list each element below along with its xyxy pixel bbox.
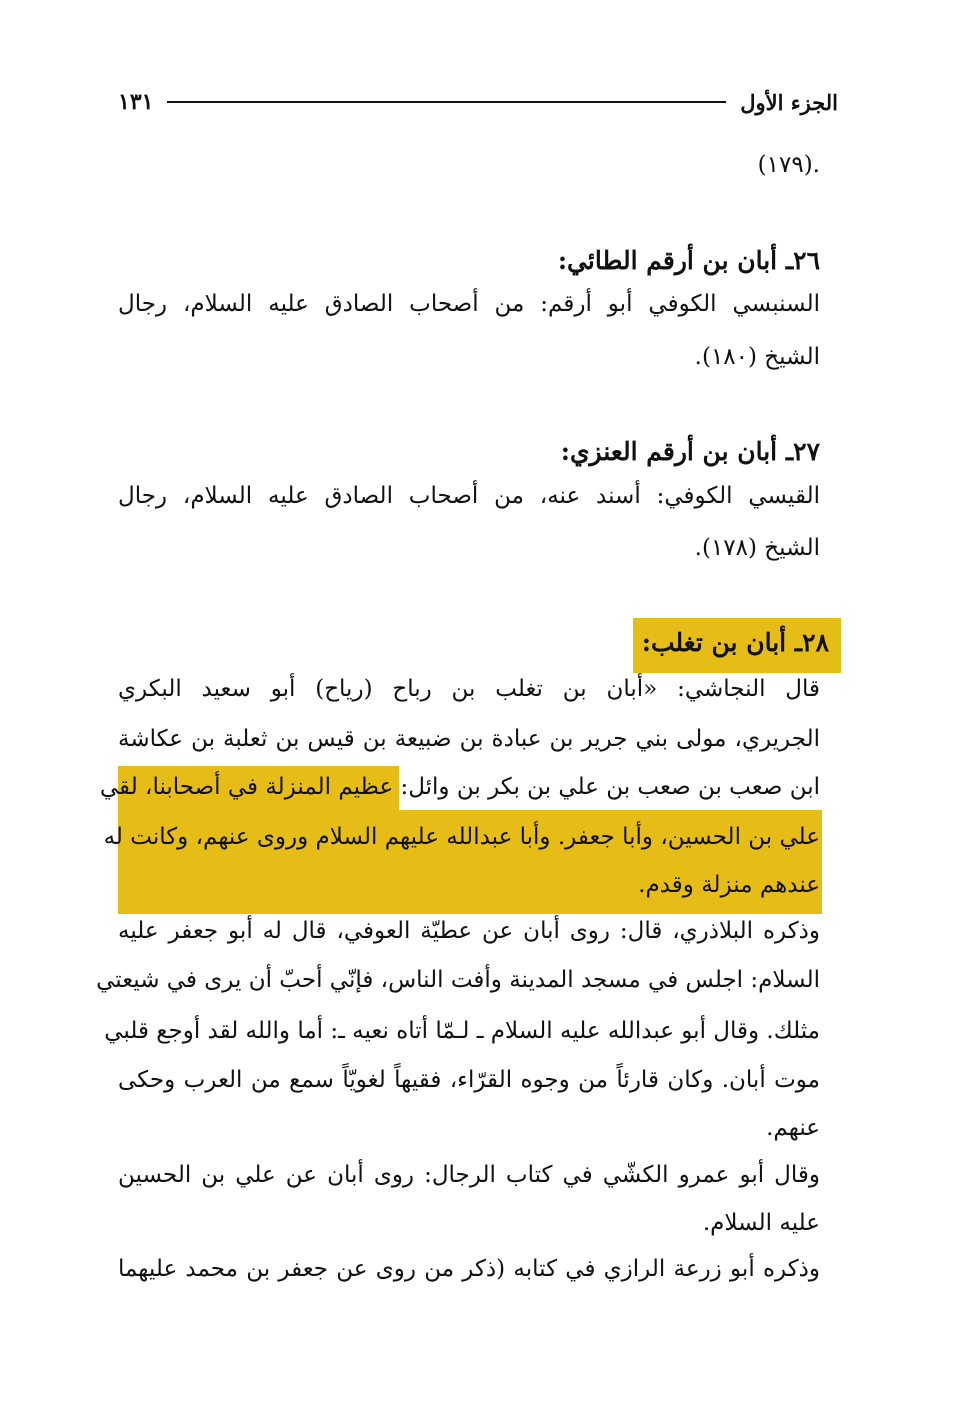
entry-26-heading: ٢٦ـ أبان بن أرقم الطائي: [557,246,820,275]
entry-28-line-6: وذكره البلاذري، قال: روى أبان عن عطيّة العوفي، قال له أبو جعفر عليه [118,918,820,944]
page-number: ١٣١ [118,89,154,115]
entry-28-line-4: علي بن الحسين، وأبا جعفر. وأبا عبدالله عليهم السلام وروى عنهم، وكانت له [103,824,820,850]
entry-28-line-1: قال النجاشي: «أبان بن تغلب بن رباح (رياح) أبو سعيد البكري [118,676,820,702]
entry-28-line-5: عندهم منزلة وقدم. [638,872,820,898]
entry-26-line-1: السنبسي الكوفي أبو أرقم: من أصحاب الصادق عليه السلام، رجال [118,291,820,317]
footnote-reference-line: .(١٧٩) [757,152,820,178]
entry-28-line-10: عنهم. [766,1115,820,1141]
entry-27-line-1: القيسي الكوفي: أسند عنه، من أصحاب الصادق عليه السلام، رجال [118,483,820,509]
entry-27-line-2: الشيخ (١٧٨). [694,535,820,561]
entry-28-line-13: وذكره أبو زرعة الرازي في كتابه (ذكر من روى عن جعفر بن محمد عليهما [118,1256,820,1282]
page-header [118,82,838,122]
entry-28-line-9: موت أبان. وكان قارئاً من وجوه القرّاء، فقيهاً لغويّاً سمع من العرب وحكى [118,1067,820,1093]
entry-28-heading: ٢٨ـ أبان بن تغلب: [641,628,829,657]
entry-26-line-2: الشيخ (١٨٠). [694,344,820,370]
entry-28-line-11: وقال أبو عمرو الكشّي في كتاب الرجال: روى أبان عن علي بن الحسين [118,1162,820,1188]
entry-28-line-2: الجريري، مولى بني جرير بن عبادة بن ضبيعة بن قيس بن ثعلبة بن عكاشة [118,726,820,752]
entry-28-line-7: السلام: اجلس في مسجد المدينة وأفت الناس، فإنّي أحبّ أن يرى في شيعتي [96,967,820,993]
entry-28-line-12: عليه السلام. [702,1210,820,1236]
running-title: الجزء الأول [740,89,838,115]
header-rule [167,101,726,103]
entry-28-line-3: ابن صعب بن صعب بن علي بن بكر بن وائل: عظيم المنزلة في أصحابنا، لقي [99,774,820,800]
entry-28-line-8: مثلك. وقال أبو عبدالله عليه السلام ـ لـمّا أتاه نعيه ـ: أما والله لقد أوجع قلبي [104,1018,820,1044]
entry-27-heading: ٢٧ـ أبان بن أرقم العنزي: [560,437,820,466]
